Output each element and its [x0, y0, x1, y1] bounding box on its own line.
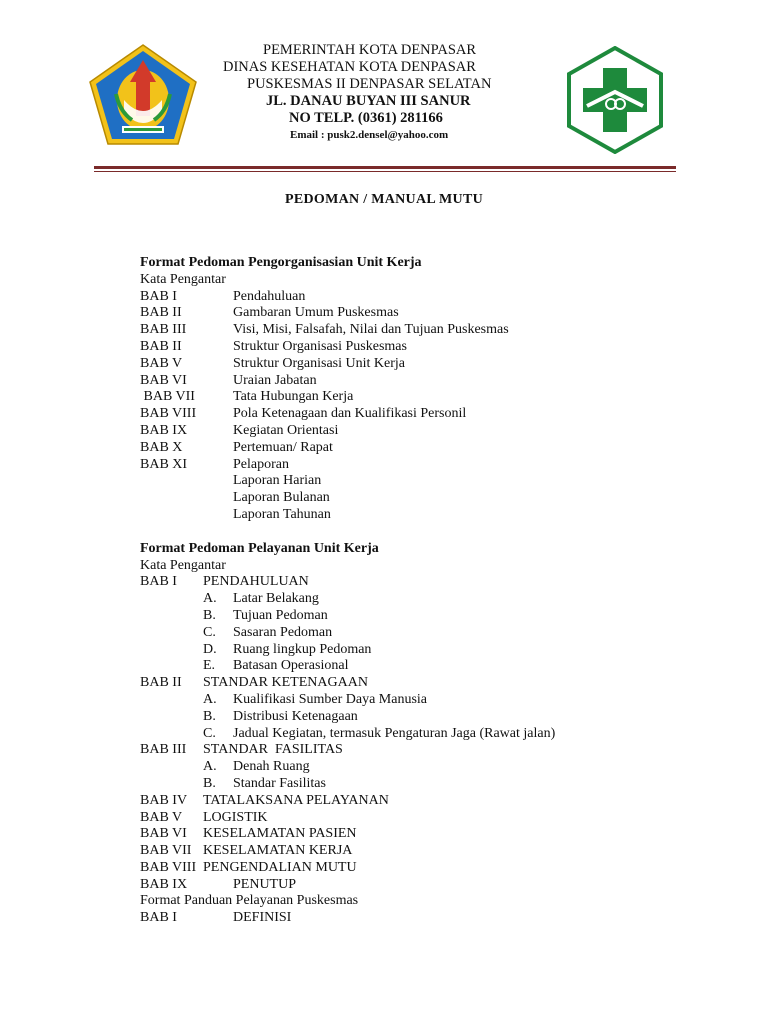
list-item: [140, 490, 660, 507]
bab-title: Struktur Organisasi Unit Kerja: [233, 355, 405, 371]
bab-label: BAB III: [140, 322, 187, 338]
list-item: [140, 591, 660, 608]
bab-label: BAB I: [140, 910, 177, 926]
bab-title: Gambaran Umum Puskesmas: [233, 305, 399, 321]
item-letter: B.: [203, 607, 216, 623]
bab-row: [140, 910, 660, 927]
bab-label: BAB IX: [140, 876, 188, 892]
bab-title: Kegiatan Orientasi: [233, 422, 339, 438]
bab-title: PENGENDALIAN MUTU: [203, 859, 357, 875]
puskesmas-logo-icon: [565, 46, 665, 154]
bab-row: [140, 742, 660, 759]
header-phone: NO TELP. (0361) 281166: [289, 110, 443, 126]
list-item: [140, 692, 660, 709]
bab-row: [140, 423, 660, 440]
list-item: [140, 473, 660, 490]
bab-row: [140, 322, 660, 339]
bab-row: [140, 305, 660, 322]
bab-label: BAB VI: [140, 826, 187, 842]
bab-label: BAB VIII: [140, 859, 197, 875]
header-department: DINAS KESEHATAN KOTA DENPASAR: [223, 59, 476, 75]
bab-title: TATALAKSANA PELAYANAN: [203, 792, 389, 808]
bab-label: BAB XI: [140, 456, 188, 472]
item-letter: E.: [203, 658, 216, 674]
section2-heading: Format Pedoman Pelayanan Unit Kerja: [140, 540, 379, 556]
bab-title: Pelaporan: [233, 456, 289, 472]
bab-label: BAB IV: [140, 792, 188, 808]
bab-row: [140, 457, 660, 474]
bab-title: LOGISTIK: [203, 809, 268, 825]
section2-intro: Kata Pengantar: [140, 557, 226, 573]
bab-row: [140, 373, 660, 390]
list-item: [140, 625, 660, 642]
item-label: Sasaran Pedoman: [233, 624, 333, 640]
bab-label: BAB I: [140, 574, 177, 590]
bab-label: BAB III: [140, 742, 187, 758]
bab-row: [140, 574, 660, 591]
bab-title: Struktur Organisasi Puskesmas: [233, 338, 407, 354]
item-label: Latar Belakang: [233, 591, 319, 607]
bab-label: BAB II: [140, 305, 182, 321]
bab-title: PENDAHULUAN: [203, 574, 309, 590]
bab-row: [140, 860, 660, 877]
item-letter: B.: [203, 708, 216, 724]
header-puskesmas: PUSKESMAS II DENPASAR SELATAN: [247, 76, 492, 92]
section1-heading: Format Pedoman Pengorganisasian Unit Kerja: [140, 255, 422, 270]
document-body: [140, 255, 660, 927]
page-title: PEDOMAN / MANUAL MUTU: [284, 192, 483, 207]
kota-denpasar-emblem-icon: [86, 42, 200, 148]
bab-title: Tata Hubungan Kerja: [233, 389, 354, 405]
bab-title: Pendahuluan: [233, 288, 306, 304]
item-letter: D.: [203, 641, 217, 657]
bab-row: [140, 440, 660, 457]
header-email: Email : pusk2.densel@yahoo.com: [290, 129, 449, 141]
bab-title: PENUTUP: [233, 876, 297, 892]
item-label: Kualifikasi Sumber Daya Manusia: [233, 691, 428, 707]
header-rule-thick: [94, 166, 676, 169]
bab-label: BAB II: [140, 338, 182, 354]
item-label: Standar Fasilitas: [233, 775, 326, 791]
bab-row: [140, 339, 660, 356]
item-letter: A.: [203, 759, 217, 775]
bab-label: BAB VI: [140, 372, 187, 388]
section3-heading: Format Panduan Pelayanan Puskesmas: [140, 893, 359, 909]
bab-row: [140, 793, 660, 810]
list-item: [140, 658, 660, 675]
bab-label: BAB II: [140, 675, 182, 691]
bab-label: BAB V: [140, 355, 183, 371]
bab-label: BAB I: [140, 288, 177, 304]
bab-row: [140, 389, 660, 406]
bab-row: [140, 826, 660, 843]
bab-title: KESELAMATAN PASIEN: [203, 826, 357, 842]
bab-label: BAB VIII: [140, 406, 197, 422]
item-letter: A.: [203, 691, 217, 707]
bab-row: [140, 675, 660, 692]
subitem-label: Laporan Tahunan: [233, 506, 331, 522]
bab-title: Uraian Jabatan: [233, 372, 317, 388]
bab-row: [140, 810, 660, 827]
bab-title: DEFINISI: [233, 910, 292, 926]
list-item: [140, 776, 660, 793]
bab-row: [140, 877, 660, 894]
bab-row: [140, 289, 660, 306]
header-rule-thin: [94, 171, 676, 172]
item-letter: C.: [203, 624, 216, 640]
bab-title: Pertemuan/ Rapat: [233, 439, 333, 455]
bab-row: [140, 356, 660, 373]
list-item: [140, 726, 660, 743]
subitem-label: Laporan Bulanan: [233, 490, 330, 506]
list-item: [140, 642, 660, 659]
bab-title: STANDAR FASILITAS: [203, 742, 343, 758]
item-label: Batasan Operasional: [233, 658, 349, 674]
item-label: Tujuan Pedoman: [233, 607, 328, 623]
bab-label: BAB IX: [140, 422, 188, 438]
bab-label: BAB V: [140, 809, 183, 825]
header-address: JL. DANAU BUYAN III SANUR: [266, 93, 471, 109]
section1-intro: Kata Pengantar: [140, 271, 226, 287]
header-government: PEMERINTAH KOTA DENPASAR: [263, 42, 477, 58]
subitem-label: Laporan Harian: [233, 473, 322, 489]
bab-title: Pola Ketenagaan dan Kualifikasi Personil: [233, 406, 467, 422]
list-item: [140, 709, 660, 726]
bab-label: BAB VII: [140, 843, 192, 859]
list-item: [140, 608, 660, 625]
item-label: Ruang lingkup Pedoman: [233, 641, 372, 657]
item-label: Denah Ruang: [233, 759, 310, 775]
bab-row: [140, 843, 660, 860]
list-item: [140, 507, 660, 524]
bab-row: [140, 406, 660, 423]
item-letter: B.: [203, 775, 216, 791]
bab-title: STANDAR KETENAGAAN: [203, 675, 368, 691]
list-item: [140, 759, 660, 776]
bab-label: BAB X: [140, 439, 183, 455]
item-label: Jadual Kegiatan, termasuk Pengaturan Jaga (Rawat jalan): [233, 725, 556, 741]
bab-title: Visi, Misi, Falsafah, Nilai dan Tujuan Puskesmas: [233, 322, 509, 338]
bab-title: KESELAMATAN KERJA: [203, 843, 353, 859]
bab-label: BAB VII: [140, 389, 195, 405]
item-letter: C.: [203, 725, 216, 741]
item-letter: A.: [203, 591, 217, 607]
item-label: Distribusi Ketenagaan: [233, 708, 358, 724]
